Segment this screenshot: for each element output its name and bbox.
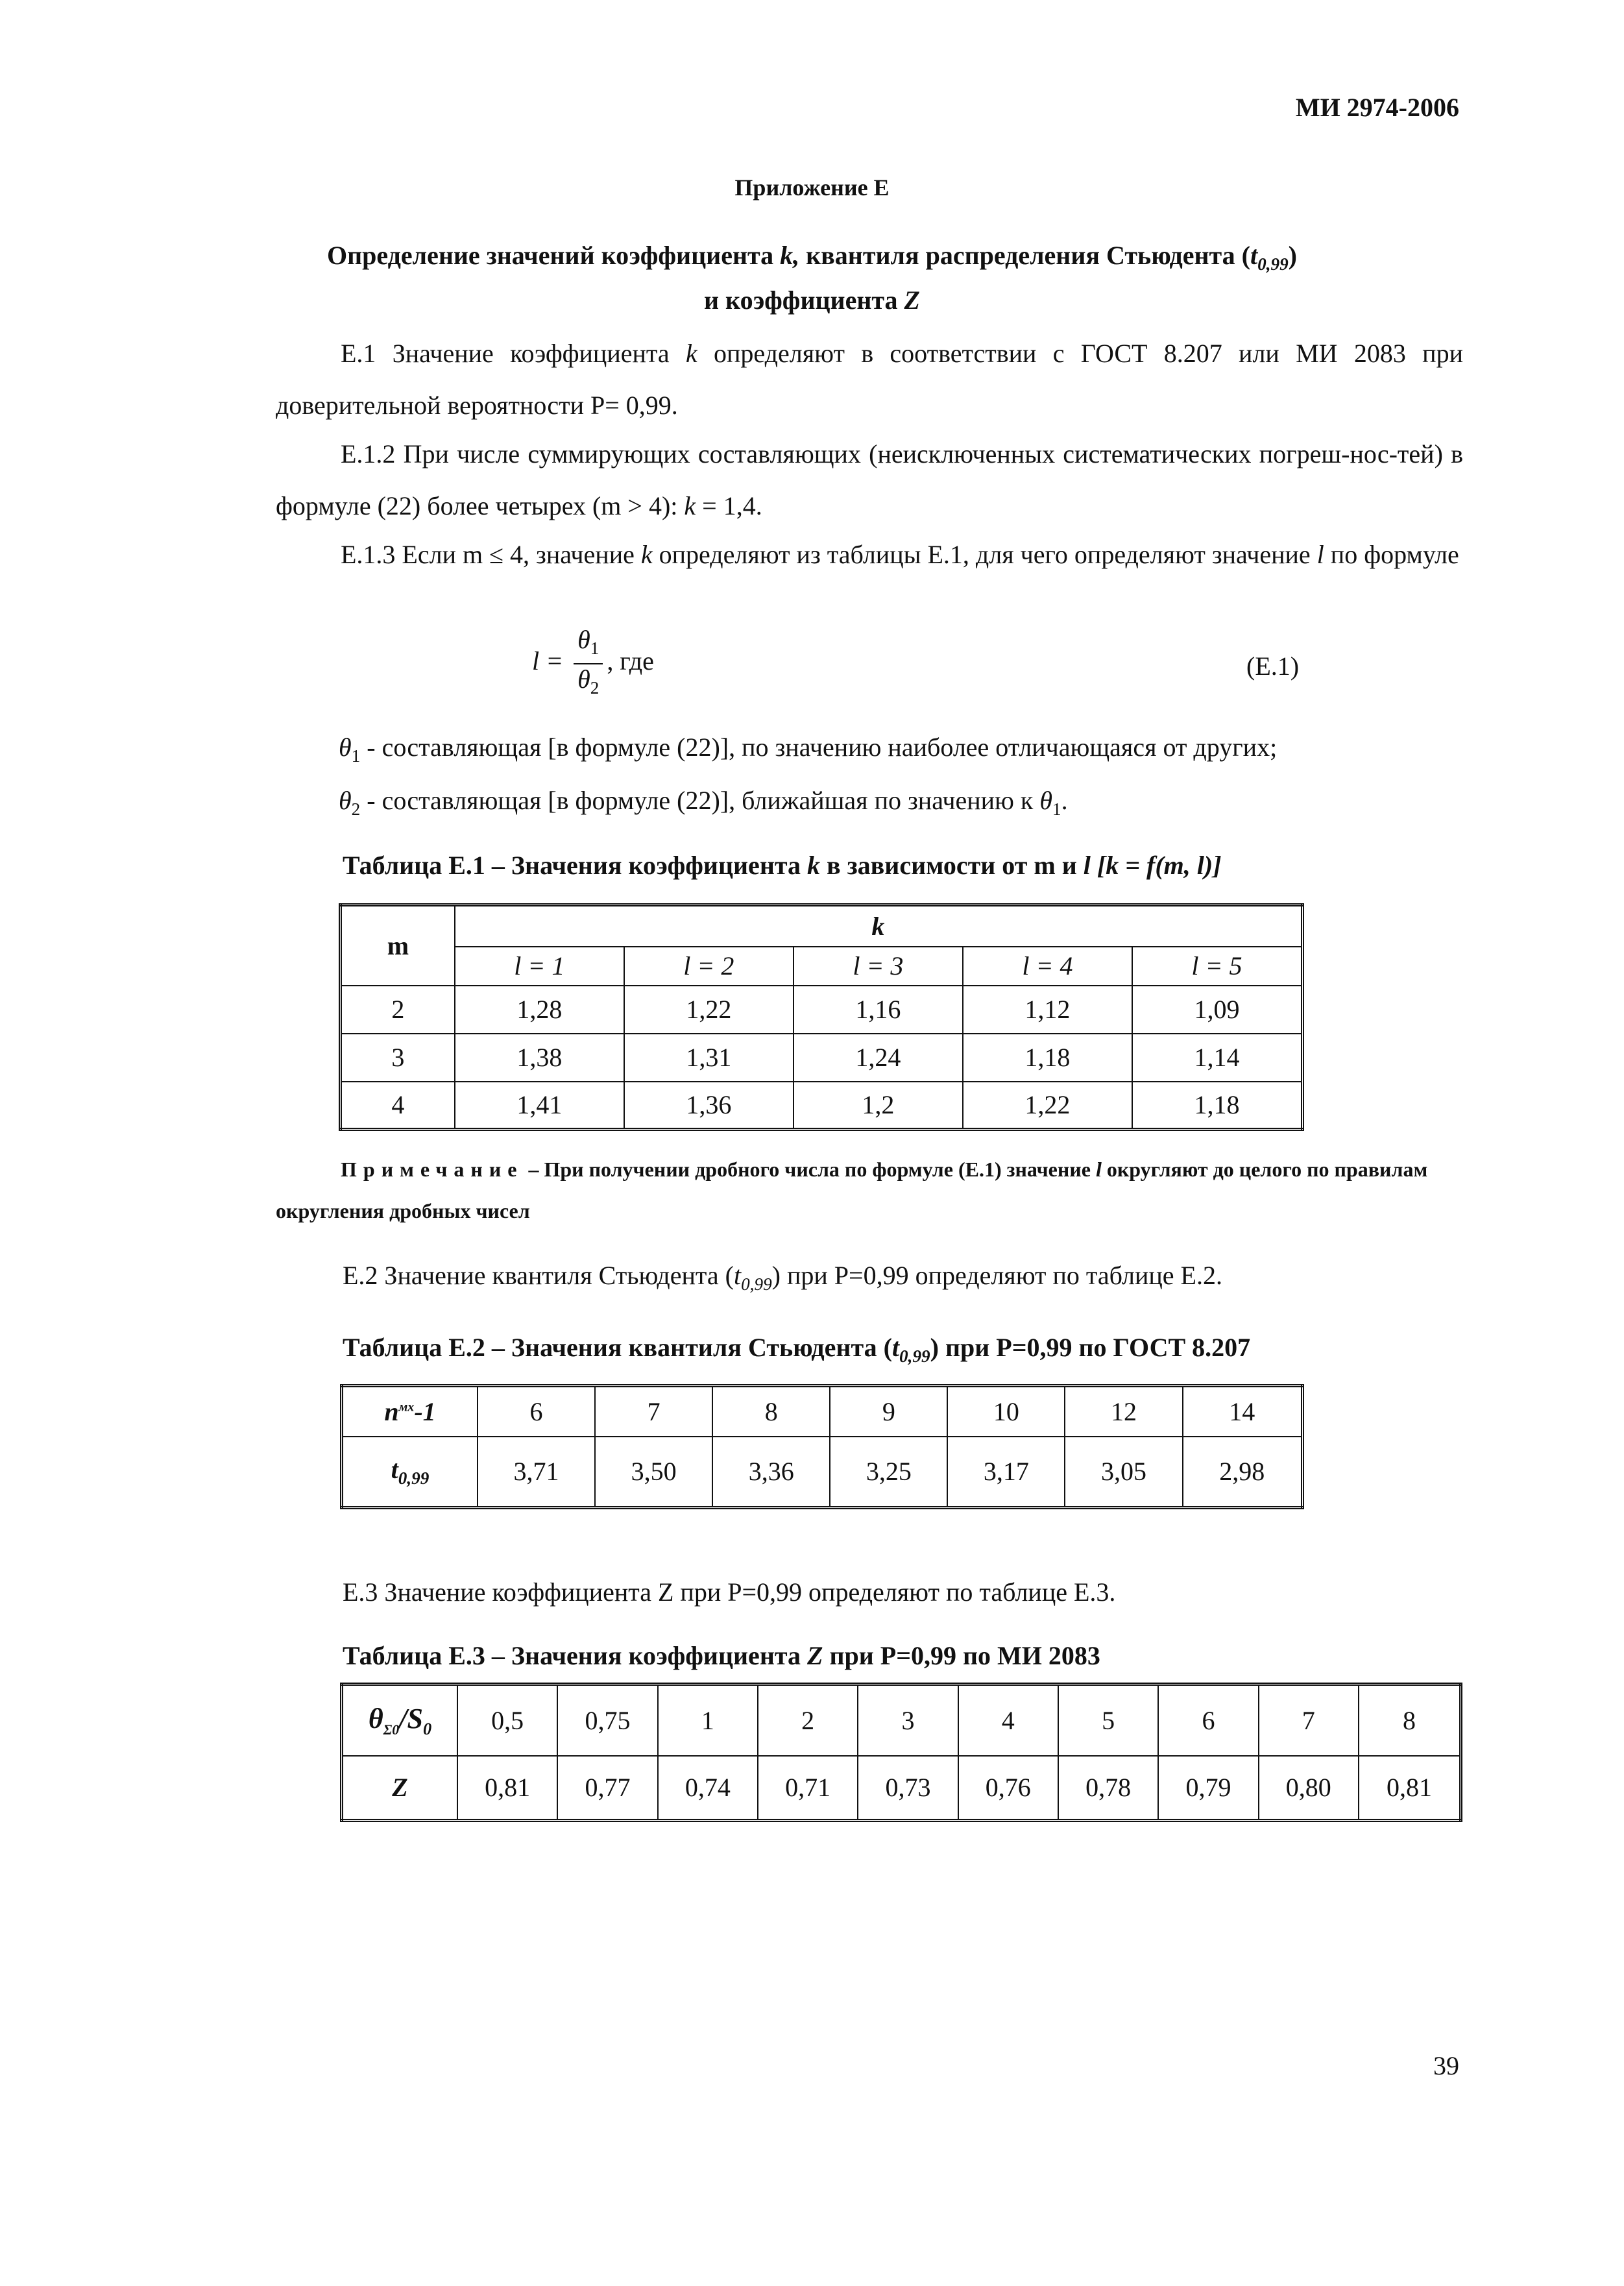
table-cell: 3 (858, 1684, 958, 1756)
table-subheader: l = 3 (794, 947, 963, 986)
table-header-k: k (455, 905, 1303, 947)
table-e1-caption: Таблица Е.1 – Значения коэффициента k в зависимости от m и l [k = f(m, l)] (343, 851, 1222, 880)
table-cell: 1,24 (794, 1034, 963, 1082)
paragraph-e12: Е.1.2 При числе суммирующих составляющих (неисключенных систематических погреш-нос-тей) в формуле (22) более четырех (m > 4): k = 1,4. (276, 439, 1463, 520)
table-cell: 0,71 (758, 1756, 858, 1821)
table-cell: 10 (947, 1386, 1065, 1437)
table-cell: 1,16 (794, 986, 963, 1034)
table-subheader: l = 2 (624, 947, 794, 986)
table-cell: 1,28 (455, 986, 624, 1034)
table-cell: 12 (1065, 1386, 1182, 1437)
definition-theta2: $\theta_2$ - составляющая [в формуле (22)], ближайшая по значению к $\theta_1$. (339, 786, 1068, 819)
table-subheader: l = 4 (963, 947, 1132, 986)
table-cell: 1,2 (794, 1082, 963, 1130)
table-e3 (340, 1683, 1462, 1822)
table-row-label: $n^{мх}-1$ (342, 1386, 478, 1437)
table-cell: 0,76 (958, 1756, 1058, 1821)
table-e1-note: Примечание – При получении дробного числа по формуле (Е.1) значение l округляют до целого по правилам округления дробных чисел (276, 1158, 1428, 1222)
section-title (0, 237, 1624, 319)
table-cell: 6 (478, 1386, 595, 1437)
table-cell: 2,98 (1183, 1437, 1303, 1508)
equation-number: (Е.1) (1246, 651, 1300, 681)
table-cell: 0,75 (557, 1684, 657, 1756)
table-cell: 0,81 (457, 1756, 557, 1821)
document-code: МИ 2974-2006 (1295, 93, 1459, 122)
table-e1 (339, 903, 1304, 1131)
table-header-m: m (341, 905, 455, 986)
table-row-label: $\theta_{\Sigma 0}/S_0$ (342, 1684, 458, 1756)
fraction-denominator: $\theta_2$ (577, 664, 600, 698)
table-cell: 3,36 (712, 1437, 830, 1508)
table-cell: 1,22 (963, 1082, 1132, 1130)
table-row (342, 1684, 1461, 1756)
table-cell: 0,77 (557, 1756, 657, 1821)
table-cell: 3,17 (947, 1437, 1065, 1508)
table-e2 (340, 1384, 1304, 1509)
table-cell: 3,05 (1065, 1437, 1182, 1508)
table-cell: 9 (830, 1386, 947, 1437)
table-cell: 5 (1058, 1684, 1158, 1756)
table-cell: 0,78 (1058, 1756, 1158, 1821)
table-cell: 0,79 (1158, 1756, 1258, 1821)
paragraph-e3: Е.3 Значение коэффициента Z при Р=0,99 определяют по таблице Е.3. (343, 1577, 1116, 1607)
formula-fraction (574, 625, 603, 703)
table-cell: 2 (758, 1684, 858, 1756)
table-cell: 4 (341, 1082, 455, 1130)
paragraph-e13: Е.1.3 Если m ≤ 4, значение k определяют из таблицы Е.1, для чего определяют значение l по формуле (341, 540, 1459, 569)
table-cell: 7 (1259, 1684, 1359, 1756)
table-row (341, 1082, 1303, 1130)
table-row (342, 1386, 1303, 1437)
table-cell: 0,5 (457, 1684, 557, 1756)
page-number: 39 (1433, 2051, 1459, 2080)
table-row-label: Z (342, 1756, 458, 1821)
table-row-label: $t_{0,99}$ (342, 1437, 478, 1508)
table-cell: 1,36 (624, 1082, 794, 1130)
table-cell: 6 (1158, 1684, 1258, 1756)
table-cell: 1,12 (963, 986, 1132, 1034)
table-row (341, 1034, 1303, 1082)
table-cell: 3,50 (595, 1437, 712, 1508)
table-cell: 0,74 (658, 1756, 758, 1821)
table-cell: 1,14 (1132, 1034, 1303, 1082)
table-row (342, 1756, 1461, 1821)
paragraph-e1: Е.1 Значение коэффициента k определяют в соответствии с ГОСТ 8.207 или МИ 2083 при доверительной вероятности Р= 0,99. (276, 339, 1463, 420)
section-title-line1: Определение значений коэффициента k, квантиля распределения Стьюдента $(t_{0,99})$ (327, 241, 1297, 274)
table-subheader: l = 1 (455, 947, 624, 986)
table-cell: 3,71 (478, 1437, 595, 1508)
fraction-numerator: $\theta_1$ (574, 625, 603, 664)
table-cell: 0,81 (1359, 1756, 1461, 1821)
table-cell: 1,09 (1132, 986, 1303, 1034)
table-row (342, 1437, 1303, 1508)
table-subheader: l = 5 (1132, 947, 1303, 986)
table-cell: 2 (341, 986, 455, 1034)
definition-theta1: $\theta_1$ - составляющая [в формуле (22)], по значению наиболее отличающаяся от других; (339, 733, 1278, 766)
table-cell: 0,80 (1259, 1756, 1359, 1821)
table-cell: 3 (341, 1034, 455, 1082)
table-cell: 8 (712, 1386, 830, 1437)
table-cell: 4 (958, 1684, 1058, 1756)
table-cell: 3,25 (830, 1437, 947, 1508)
table-row (341, 905, 1303, 947)
table-cell: 0,73 (858, 1756, 958, 1821)
table-cell: 7 (595, 1386, 712, 1437)
table-cell: 1,18 (1132, 1082, 1303, 1130)
table-cell: 1,31 (624, 1034, 794, 1082)
formula-e1: l = $\frac{\theta_1}{\theta_2}$ , где (532, 625, 654, 703)
paragraph-e2: Е.2 Значение квантиля Стьюдента $(t_{0,99})$ при Р=0,99 определяют по таблице Е.2. (343, 1261, 1222, 1294)
table-row (341, 947, 1303, 986)
table-row (341, 986, 1303, 1034)
table-cell: 1,18 (963, 1034, 1132, 1082)
table-cell: 1,38 (455, 1034, 624, 1082)
section-title-line2: и коэффициента Z (704, 286, 920, 315)
appendix-title: Приложение Е (734, 175, 890, 201)
table-cell: 8 (1359, 1684, 1461, 1756)
table-cell: 1,22 (624, 986, 794, 1034)
table-cell: 1,41 (455, 1082, 624, 1130)
table-cell: 1 (658, 1684, 758, 1756)
table-e2-caption: Таблица Е.2 – Значения квантиля Стьюдента $(t_{0,99})$ при Р=0,99 по ГОСТ 8.207 (343, 1333, 1251, 1366)
table-e3-caption: Таблица Е.3 – Значения коэффициента Z при Р=0,99 по МИ 2083 (343, 1641, 1100, 1670)
table-cell: 14 (1183, 1386, 1303, 1437)
